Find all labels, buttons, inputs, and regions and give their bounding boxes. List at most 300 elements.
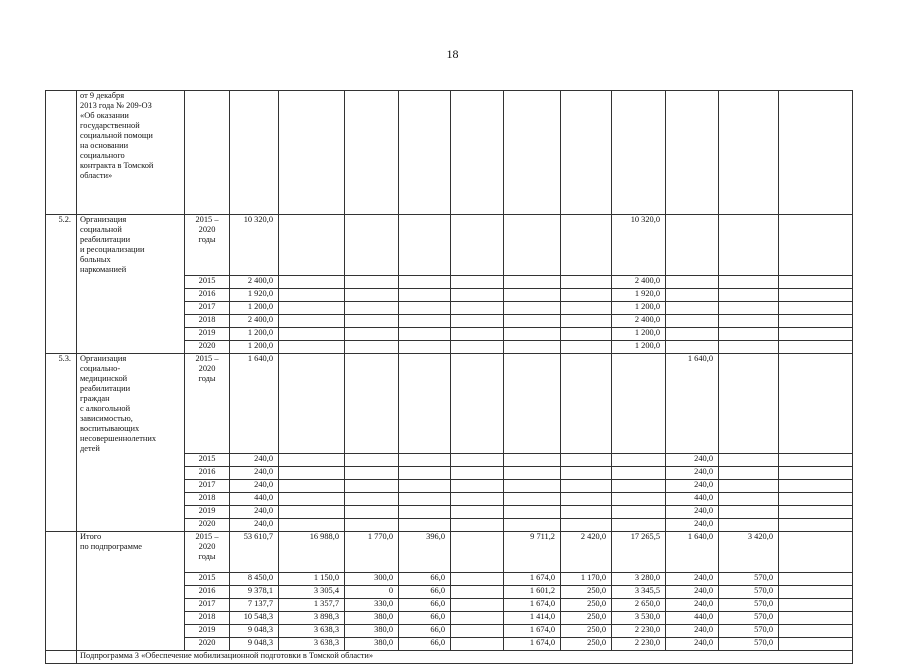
value-cell (561, 493, 612, 506)
value-cell (779, 625, 853, 638)
row-number-cell (46, 327, 77, 340)
value-cell (345, 275, 399, 288)
value-cell (779, 467, 853, 480)
value-cell: 3 638,3 (279, 638, 345, 651)
table-row (46, 301, 853, 314)
value-cell (345, 327, 399, 340)
value-cell: 1 200,0 (612, 301, 666, 314)
value-cell (561, 275, 612, 288)
period-cell: 2017 (185, 301, 230, 314)
value-cell: 240,0 (666, 454, 719, 467)
value-cell: 3 530,0 (612, 612, 666, 625)
value-cell (399, 353, 451, 454)
value-cell (451, 612, 504, 625)
table-row (46, 275, 853, 288)
value-cell: 250,0 (561, 612, 612, 625)
period-cell: 2015 – 2020 годы (185, 532, 230, 573)
value-cell: 3 898,3 (279, 612, 345, 625)
value-cell: 250,0 (561, 625, 612, 638)
value-cell: 250,0 (561, 586, 612, 599)
name-cell: от 9 декабря 2013 года № 209-ОЗ «Об оказании государственной социальной помощи на основании социального контракта в Томской области» (77, 91, 185, 215)
value-cell: 3 638,3 (279, 625, 345, 638)
table-row (46, 480, 853, 493)
value-cell (230, 91, 279, 215)
name-cell (77, 301, 185, 314)
value-cell (561, 340, 612, 353)
value-cell: 17 265,5 (612, 532, 666, 573)
value-cell: 1 674,0 (504, 599, 561, 612)
table-row (46, 314, 853, 327)
value-cell (399, 506, 451, 519)
value-cell (504, 340, 561, 353)
table-row (46, 493, 853, 506)
value-cell: 1 770,0 (345, 532, 399, 573)
value-cell: 66,0 (399, 638, 451, 651)
value-cell: 53 610,7 (230, 532, 279, 573)
value-cell (399, 480, 451, 493)
row-number-cell (46, 586, 77, 599)
value-cell (451, 625, 504, 638)
value-cell (561, 506, 612, 519)
row-number-cell (46, 573, 77, 586)
value-cell (504, 275, 561, 288)
value-cell (345, 519, 399, 532)
name-cell (77, 493, 185, 506)
value-cell (612, 353, 666, 454)
value-cell (504, 91, 561, 215)
period-cell: 2018 (185, 612, 230, 625)
value-cell: 1 200,0 (230, 340, 279, 353)
value-cell (504, 480, 561, 493)
value-cell (779, 275, 853, 288)
value-cell (279, 327, 345, 340)
value-cell: 1 414,0 (504, 612, 561, 625)
value-cell: 240,0 (666, 638, 719, 651)
period-cell: 2015 (185, 573, 230, 586)
name-cell (77, 599, 185, 612)
table-row (46, 612, 853, 625)
value-cell: 1 601,2 (504, 586, 561, 599)
name-cell (77, 314, 185, 327)
value-cell (719, 467, 779, 480)
value-cell (504, 314, 561, 327)
name-cell (77, 519, 185, 532)
name-cell: Организация социальной реабилитации и ресоциализации больных наркоманией (77, 215, 185, 276)
table-row (46, 353, 853, 454)
value-cell: 240,0 (230, 454, 279, 467)
value-cell (451, 353, 504, 454)
value-cell (719, 480, 779, 493)
value-cell: 66,0 (399, 612, 451, 625)
value-cell (779, 586, 853, 599)
value-cell (279, 493, 345, 506)
value-cell: 1 920,0 (612, 288, 666, 301)
value-cell (504, 301, 561, 314)
value-cell (451, 532, 504, 573)
value-cell: 9 711,2 (504, 532, 561, 573)
table-row (46, 506, 853, 519)
value-cell (504, 454, 561, 467)
name-cell: Итого по подпрограмме (77, 532, 185, 573)
value-cell: 66,0 (399, 573, 451, 586)
row-number-cell (46, 91, 77, 215)
value-cell: 2 400,0 (612, 275, 666, 288)
value-cell (345, 340, 399, 353)
table-row (46, 454, 853, 467)
value-cell: 240,0 (230, 467, 279, 480)
value-cell (504, 506, 561, 519)
name-cell (77, 480, 185, 493)
name-cell (77, 638, 185, 651)
value-cell (279, 91, 345, 215)
value-cell (345, 454, 399, 467)
period-cell: 2020 (185, 340, 230, 353)
value-cell (279, 275, 345, 288)
value-cell (399, 454, 451, 467)
value-cell (666, 301, 719, 314)
value-cell (451, 480, 504, 493)
value-cell: 3 420,0 (719, 532, 779, 573)
value-cell: 380,0 (345, 612, 399, 625)
period-cell: 2015 (185, 275, 230, 288)
value-cell (279, 340, 345, 353)
value-cell: 10 320,0 (230, 215, 279, 276)
value-cell: 240,0 (666, 625, 719, 638)
value-cell (345, 467, 399, 480)
value-cell (612, 467, 666, 480)
value-cell (561, 301, 612, 314)
value-cell (779, 638, 853, 651)
value-cell (666, 275, 719, 288)
value-cell: 3 345,5 (612, 586, 666, 599)
row-number-cell (46, 314, 77, 327)
row-number-cell (46, 493, 77, 506)
value-cell (399, 327, 451, 340)
value-cell (345, 353, 399, 454)
value-cell (666, 340, 719, 353)
table-row (46, 327, 853, 340)
value-cell (345, 480, 399, 493)
table-row (46, 532, 853, 573)
value-cell (719, 340, 779, 353)
value-cell (451, 506, 504, 519)
name-cell: Организация социально- медицинской реабилитации граждан с алкогольной зависимостью, воспитывающих несовершеннолетних детей (77, 353, 185, 454)
value-cell: 3 305,4 (279, 586, 345, 599)
value-cell (779, 91, 853, 215)
value-cell: 1 674,0 (504, 573, 561, 586)
value-cell: 570,0 (719, 599, 779, 612)
value-cell: 240,0 (230, 480, 279, 493)
value-cell (279, 353, 345, 454)
value-cell (451, 638, 504, 651)
row-number-cell (46, 454, 77, 467)
value-cell (279, 301, 345, 314)
value-cell (612, 506, 666, 519)
name-cell (77, 327, 185, 340)
value-cell (451, 493, 504, 506)
name-cell (77, 625, 185, 638)
value-cell: 1 200,0 (612, 327, 666, 340)
row-number-cell: 5.2. (46, 215, 77, 276)
value-cell (779, 480, 853, 493)
name-cell (77, 340, 185, 353)
period-cell: 2020 (185, 638, 230, 651)
value-cell (399, 340, 451, 353)
value-cell: 250,0 (561, 638, 612, 651)
value-cell (451, 519, 504, 532)
row-number-cell (46, 599, 77, 612)
value-cell (719, 288, 779, 301)
value-cell (779, 288, 853, 301)
value-cell: 1 640,0 (230, 353, 279, 454)
value-cell: 1 200,0 (230, 301, 279, 314)
value-cell (719, 493, 779, 506)
period-cell: 2017 (185, 599, 230, 612)
row-number-cell (46, 651, 77, 664)
value-cell (612, 493, 666, 506)
value-cell (345, 288, 399, 301)
value-cell (719, 314, 779, 327)
value-cell: 300,0 (345, 573, 399, 586)
value-cell (561, 519, 612, 532)
value-cell (451, 91, 504, 215)
value-cell (345, 301, 399, 314)
value-cell: 1 150,0 (279, 573, 345, 586)
value-cell: 380,0 (345, 625, 399, 638)
value-cell: 240,0 (666, 586, 719, 599)
value-cell: 9 048,3 (230, 625, 279, 638)
row-number-cell (46, 638, 77, 651)
value-cell (719, 506, 779, 519)
value-cell (779, 301, 853, 314)
value-cell: 240,0 (230, 506, 279, 519)
table-row (46, 625, 853, 638)
value-cell (399, 493, 451, 506)
value-cell (279, 506, 345, 519)
value-cell (451, 215, 504, 276)
value-cell: 2 230,0 (612, 638, 666, 651)
value-cell (504, 327, 561, 340)
name-cell (77, 454, 185, 467)
value-cell (666, 327, 719, 340)
value-cell (561, 91, 612, 215)
period-cell: 2015 (185, 454, 230, 467)
value-cell (612, 91, 666, 215)
value-cell (561, 215, 612, 276)
value-cell (451, 573, 504, 586)
value-cell (451, 467, 504, 480)
period-cell: 2017 (185, 480, 230, 493)
value-cell (399, 91, 451, 215)
value-cell (399, 301, 451, 314)
value-cell (561, 480, 612, 493)
value-cell (561, 314, 612, 327)
value-cell (779, 340, 853, 353)
value-cell (561, 454, 612, 467)
period-cell: 2016 (185, 467, 230, 480)
value-cell (779, 506, 853, 519)
row-number-cell (46, 532, 77, 573)
name-cell (77, 275, 185, 288)
name-cell (77, 586, 185, 599)
value-cell: 66,0 (399, 599, 451, 612)
value-cell (399, 275, 451, 288)
value-cell (561, 327, 612, 340)
subprogram-title: Подпрограмма 3 «Обеспечение мобилизационной подготовки в Томской области» (77, 651, 853, 664)
value-cell (345, 314, 399, 327)
page-number: 18 (446, 47, 459, 61)
table-row (46, 215, 853, 276)
value-cell: 440,0 (230, 493, 279, 506)
name-cell (77, 506, 185, 519)
value-cell (719, 454, 779, 467)
table-row (46, 340, 853, 353)
table-row (46, 599, 853, 612)
value-cell: 66,0 (399, 625, 451, 638)
period-cell: 2019 (185, 625, 230, 638)
value-cell: 16 988,0 (279, 532, 345, 573)
row-number-cell (46, 480, 77, 493)
table-row (46, 519, 853, 532)
value-cell: 1 357,7 (279, 599, 345, 612)
value-cell: 396,0 (399, 532, 451, 573)
period-cell: 2015 – 2020 годы (185, 215, 230, 276)
value-cell (719, 327, 779, 340)
value-cell (279, 288, 345, 301)
value-cell (279, 467, 345, 480)
value-cell: 2 400,0 (230, 314, 279, 327)
period-cell (185, 91, 230, 215)
table-row (46, 288, 853, 301)
value-cell: 2 230,0 (612, 625, 666, 638)
value-cell (719, 275, 779, 288)
value-cell (451, 275, 504, 288)
name-cell (77, 573, 185, 586)
value-cell (399, 519, 451, 532)
value-cell: 1 200,0 (230, 327, 279, 340)
value-cell (719, 353, 779, 454)
row-number-cell (46, 275, 77, 288)
row-number-cell (46, 625, 77, 638)
value-cell (719, 91, 779, 215)
value-cell: 1 170,0 (561, 573, 612, 586)
value-cell (504, 353, 561, 454)
value-cell (779, 327, 853, 340)
value-cell: 10 548,3 (230, 612, 279, 625)
name-cell (77, 612, 185, 625)
value-cell: 1 640,0 (666, 353, 719, 454)
period-cell: 2015 – 2020 годы (185, 353, 230, 454)
table-row (46, 638, 853, 651)
table-row (46, 91, 853, 215)
name-cell (77, 467, 185, 480)
value-cell: 570,0 (719, 573, 779, 586)
value-cell (666, 91, 719, 215)
period-cell: 2016 (185, 586, 230, 599)
value-cell: 8 450,0 (230, 573, 279, 586)
value-cell (666, 288, 719, 301)
value-cell: 10 320,0 (612, 215, 666, 276)
value-cell: 0 (345, 586, 399, 599)
row-number-cell (46, 301, 77, 314)
value-cell: 240,0 (666, 519, 719, 532)
value-cell (345, 215, 399, 276)
value-cell (279, 519, 345, 532)
value-cell: 570,0 (719, 612, 779, 625)
value-cell (779, 532, 853, 573)
value-cell: 2 650,0 (612, 599, 666, 612)
value-cell (666, 215, 719, 276)
value-cell: 240,0 (666, 573, 719, 586)
value-cell: 440,0 (666, 612, 719, 625)
value-cell: 240,0 (230, 519, 279, 532)
value-cell: 2 400,0 (612, 314, 666, 327)
value-cell (719, 215, 779, 276)
value-cell: 2 420,0 (561, 532, 612, 573)
value-cell: 9 048,3 (230, 638, 279, 651)
value-cell (561, 467, 612, 480)
period-cell: 2019 (185, 506, 230, 519)
value-cell (779, 454, 853, 467)
row-number-cell: 5.3. (46, 353, 77, 454)
table-body (46, 91, 853, 664)
value-cell (779, 353, 853, 454)
name-cell (77, 288, 185, 301)
table-row (46, 467, 853, 480)
value-cell (451, 340, 504, 353)
value-cell (451, 327, 504, 340)
value-cell: 330,0 (345, 599, 399, 612)
value-cell (504, 215, 561, 276)
value-cell (719, 519, 779, 532)
value-cell: 2 400,0 (230, 275, 279, 288)
value-cell (779, 493, 853, 506)
row-number-cell (46, 467, 77, 480)
budget-table (45, 90, 853, 664)
value-cell (399, 314, 451, 327)
value-cell (451, 586, 504, 599)
value-cell: 7 137,7 (230, 599, 279, 612)
value-cell: 1 674,0 (504, 638, 561, 651)
value-cell: 240,0 (666, 480, 719, 493)
subprogram-row (46, 651, 853, 664)
value-cell (345, 91, 399, 215)
period-cell: 2016 (185, 288, 230, 301)
value-cell: 250,0 (561, 599, 612, 612)
row-number-cell (46, 340, 77, 353)
value-cell: 1 640,0 (666, 532, 719, 573)
value-cell (279, 480, 345, 493)
period-cell: 2020 (185, 519, 230, 532)
value-cell: 1 674,0 (504, 625, 561, 638)
value-cell (279, 215, 345, 276)
value-cell: 570,0 (719, 638, 779, 651)
value-cell (779, 215, 853, 276)
value-cell: 3 280,0 (612, 573, 666, 586)
value-cell (779, 314, 853, 327)
value-cell (399, 288, 451, 301)
value-cell (399, 215, 451, 276)
value-cell (451, 454, 504, 467)
table-row (46, 586, 853, 599)
value-cell: 240,0 (666, 506, 719, 519)
value-cell (504, 467, 561, 480)
value-cell (345, 493, 399, 506)
value-cell (719, 301, 779, 314)
value-cell (504, 288, 561, 301)
value-cell (779, 519, 853, 532)
value-cell: 440,0 (666, 493, 719, 506)
